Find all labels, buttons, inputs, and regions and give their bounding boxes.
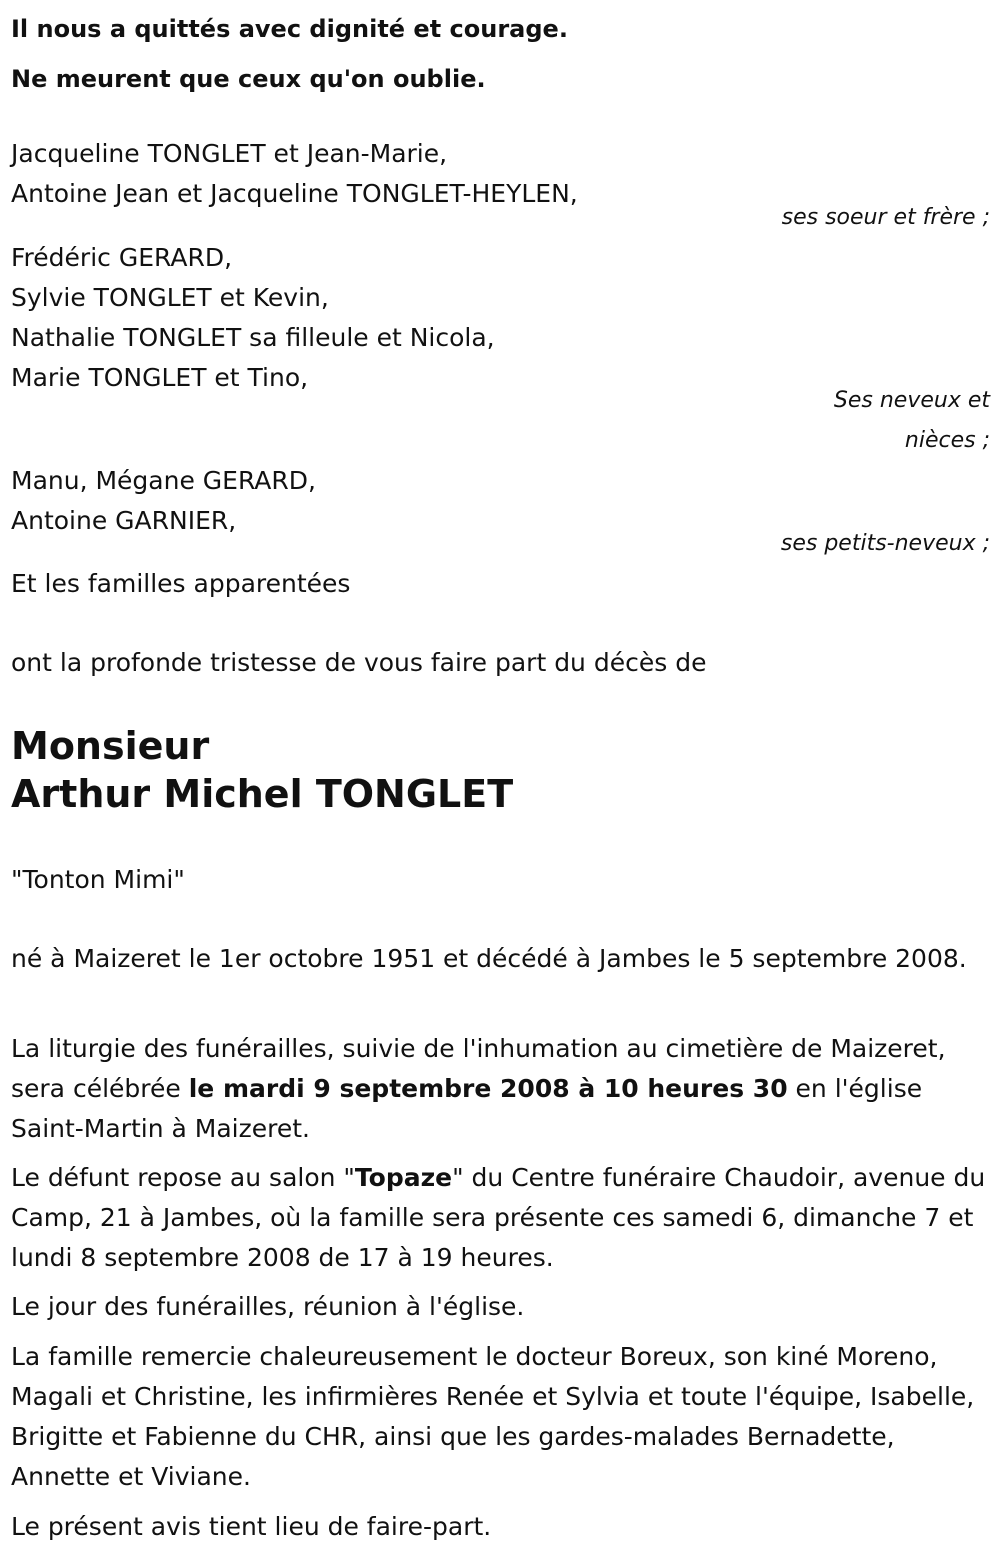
grandnephew-name-1: Manu, Mégane GERARD, bbox=[11, 466, 316, 495]
notice-paragraph: Le présent avis tient lieu de faire-part. bbox=[11, 1512, 492, 1541]
nephew-name-3: Nathalie TONGLET sa filleule et Nicola, bbox=[11, 323, 495, 352]
siblings-role: ses soeur et frère ; bbox=[781, 205, 990, 230]
liturgy-paragraph bbox=[11, 1029, 990, 1149]
sibling-name-2: Antoine Jean et Jacqueline TONGLET-HEYLEN, bbox=[11, 179, 578, 208]
rest-text-end: " du Centre funéraire Chaudoir, avenue du Camp, 21 à Jambes, où la famille sera présente ces samedi 6, dimanche 7 et lundi 8 septembre 2008 de 17 à 19 heures. bbox=[11, 1163, 986, 1272]
quote-line-1: Il nous a quittés avec dignité et courage. bbox=[11, 15, 568, 43]
nephews-section bbox=[11, 238, 990, 398]
nephew-name-2: Sylvie TONGLET et Kevin, bbox=[11, 283, 329, 312]
related-families: Et les familles apparentées bbox=[11, 569, 351, 598]
nephews-role-line-1: Ses neveux et bbox=[833, 388, 990, 413]
liturgy-date-time: le mardi 9 septembre 2008 à 10 heures 30 bbox=[188, 1074, 788, 1103]
nephew-name-4: Marie TONGLET et Tino, bbox=[11, 363, 309, 392]
rest-salon-name: Topaze bbox=[354, 1163, 453, 1192]
deceased-header bbox=[11, 722, 990, 818]
opening-quotes bbox=[11, 3, 990, 103]
announcement-text: ont la profonde tristesse de vous faire part du décès de bbox=[11, 648, 707, 677]
quote-line-2: Ne meurent que ceux qu'on oublie. bbox=[11, 65, 486, 93]
liturgy-text-end: en l'église Saint-Martin à Maizeret. bbox=[11, 1074, 923, 1143]
rest-text-start: Le défunt repose au salon " bbox=[11, 1163, 355, 1192]
deceased-nickname: "Tonton Mimi" bbox=[11, 865, 185, 894]
thanks-paragraph: La famille remercie chaleureusement le docteur Boreux, son kiné Moreno, Magali et Christine, les infirmières Renée et Sylvia et toute l'équipe, Isabelle, Brigitte et Fabienne du CHR, ainsi que les gardes-malades Bernadette, Annette et Viviane. bbox=[11, 1342, 975, 1491]
deceased-name: Arthur Michel TONGLET bbox=[11, 772, 514, 816]
grandnephew-name-2: Antoine GARNIER, bbox=[11, 506, 237, 535]
liturgy-text-start: La liturgie des funérailles, suivie de l'inhumation au cimetière de Maizeret, sera célébrée bbox=[11, 1034, 946, 1103]
nephew-name-1: Frédéric GERARD, bbox=[11, 243, 233, 272]
meeting-paragraph: Le jour des funérailles, réunion à l'église. bbox=[11, 1292, 525, 1321]
sibling-name-1: Jacqueline TONGLET et Jean-Marie, bbox=[11, 139, 448, 168]
birth-death-paragraph: né à Maizeret le 1er octobre 1951 et décédé à Jambes le 5 septembre 2008. bbox=[11, 944, 967, 973]
rest-paragraph bbox=[11, 1158, 990, 1278]
nephews-role-line-2: nièces ; bbox=[904, 428, 990, 453]
deceased-title: Monsieur bbox=[11, 724, 210, 768]
grandnephews-role: ses petits-neveux ; bbox=[780, 531, 990, 556]
